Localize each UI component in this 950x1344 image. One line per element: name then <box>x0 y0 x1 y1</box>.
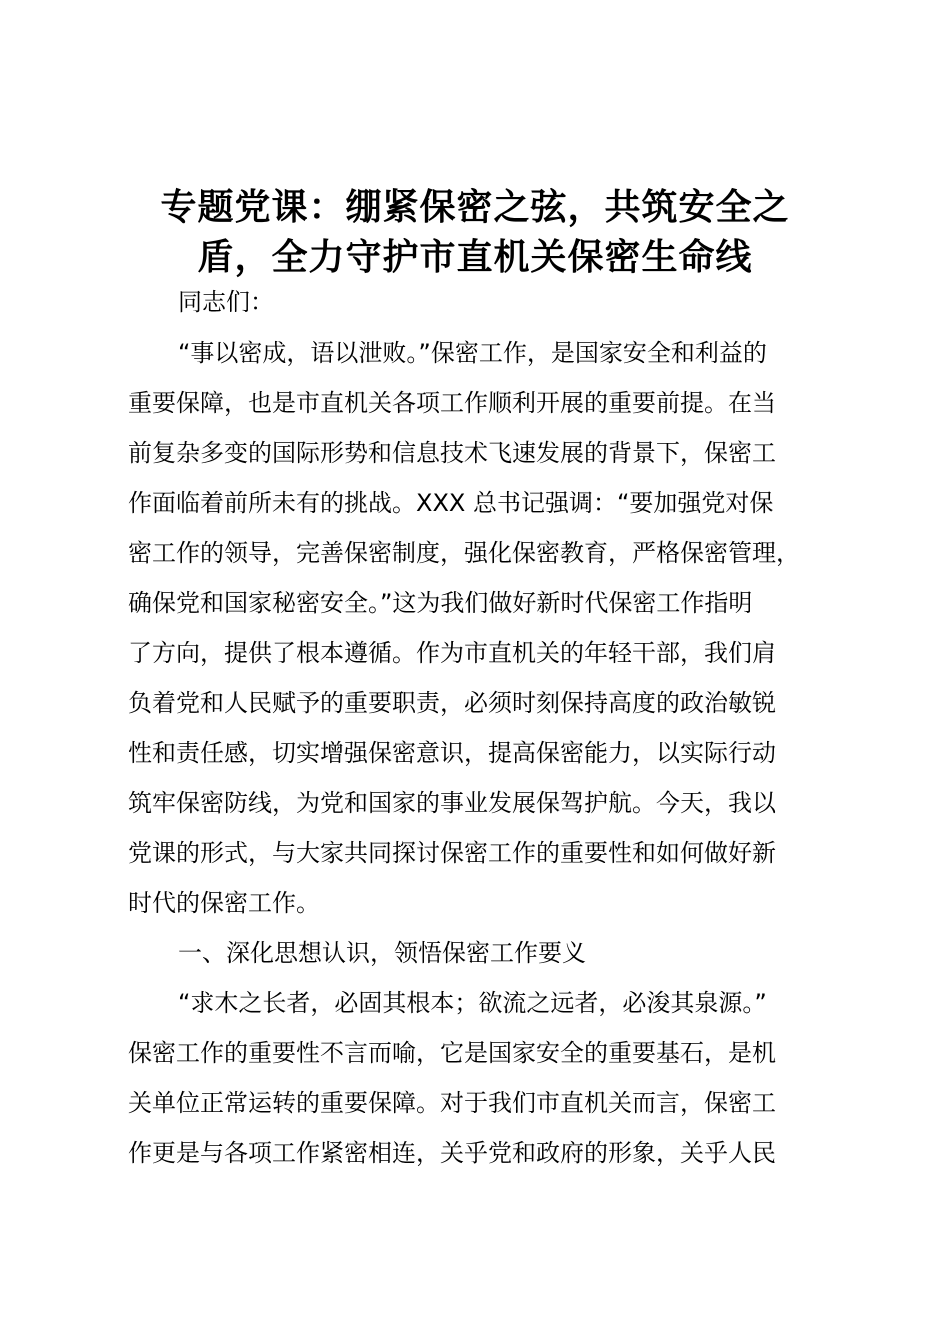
paragraph-line: “事以密成，语以泄败。”保密工作，是国家安全和利益的 <box>178 339 767 367</box>
paragraph-line: 前复杂多变的国际形势和信息技术飞速发展的背景下，保密工 <box>128 439 776 467</box>
paragraph-line: 重要保障，也是市直机关各项工作顺利开展的重要前提。在当 <box>128 389 776 417</box>
paragraph-line: 负着党和人民赋予的重要职责，必须时刻保持高度的政治敏锐 <box>128 689 776 717</box>
paragraph-line: 性和责任感，切实增强保密意识，提高保密能力，以实际行动 <box>128 739 776 767</box>
paragraph-line: 密工作的领导，完善保密制度，强化保密教育，严格保密管理， <box>128 539 800 567</box>
paragraph-line: 作更是与各项工作紧密相连，关乎党和政府的形象，关乎人民 <box>128 1139 776 1167</box>
document-title <box>100 182 850 282</box>
section-heading: 一、深化思想认识，领悟保密工作要义 <box>178 939 586 967</box>
salutation: 同志们： <box>178 288 274 316</box>
paragraph-line: 关单位正常运转的重要保障。对于我们市直机关而言，保密工 <box>128 1089 776 1117</box>
paragraph-line: 作面临着前所未有的挑战。XXX 总书记强调：“要加强党对保 <box>128 489 774 517</box>
title-line-1: 专题党课：绷紧保密之弦，共筑安全之 <box>160 186 790 228</box>
paragraph-line: 党课的形式，与大家共同探讨保密工作的重要性和如何做好新 <box>128 839 776 867</box>
paragraph-line: “求木之长者，必固其根本；欲流之远者，必浚其泉源。” <box>178 989 767 1017</box>
paragraph-line: 了方向，提供了根本遵循。作为市直机关的年轻干部，我们肩 <box>128 639 776 667</box>
paragraph-line: 筑牢保密防线，为党和国家的事业发展保驾护航。今天，我以 <box>128 789 776 817</box>
paragraph-line: 时代的保密工作。 <box>128 889 320 917</box>
title-line-2: 盾，全力守护市直机关保密生命线 <box>197 236 753 278</box>
paragraph-line: 确保党和国家秘密安全。”这为我们做好新时代保密工作指明 <box>128 589 753 617</box>
paragraph-line: 保密工作的重要性不言而喻，它是国家安全的重要基石，是机 <box>128 1039 776 1067</box>
